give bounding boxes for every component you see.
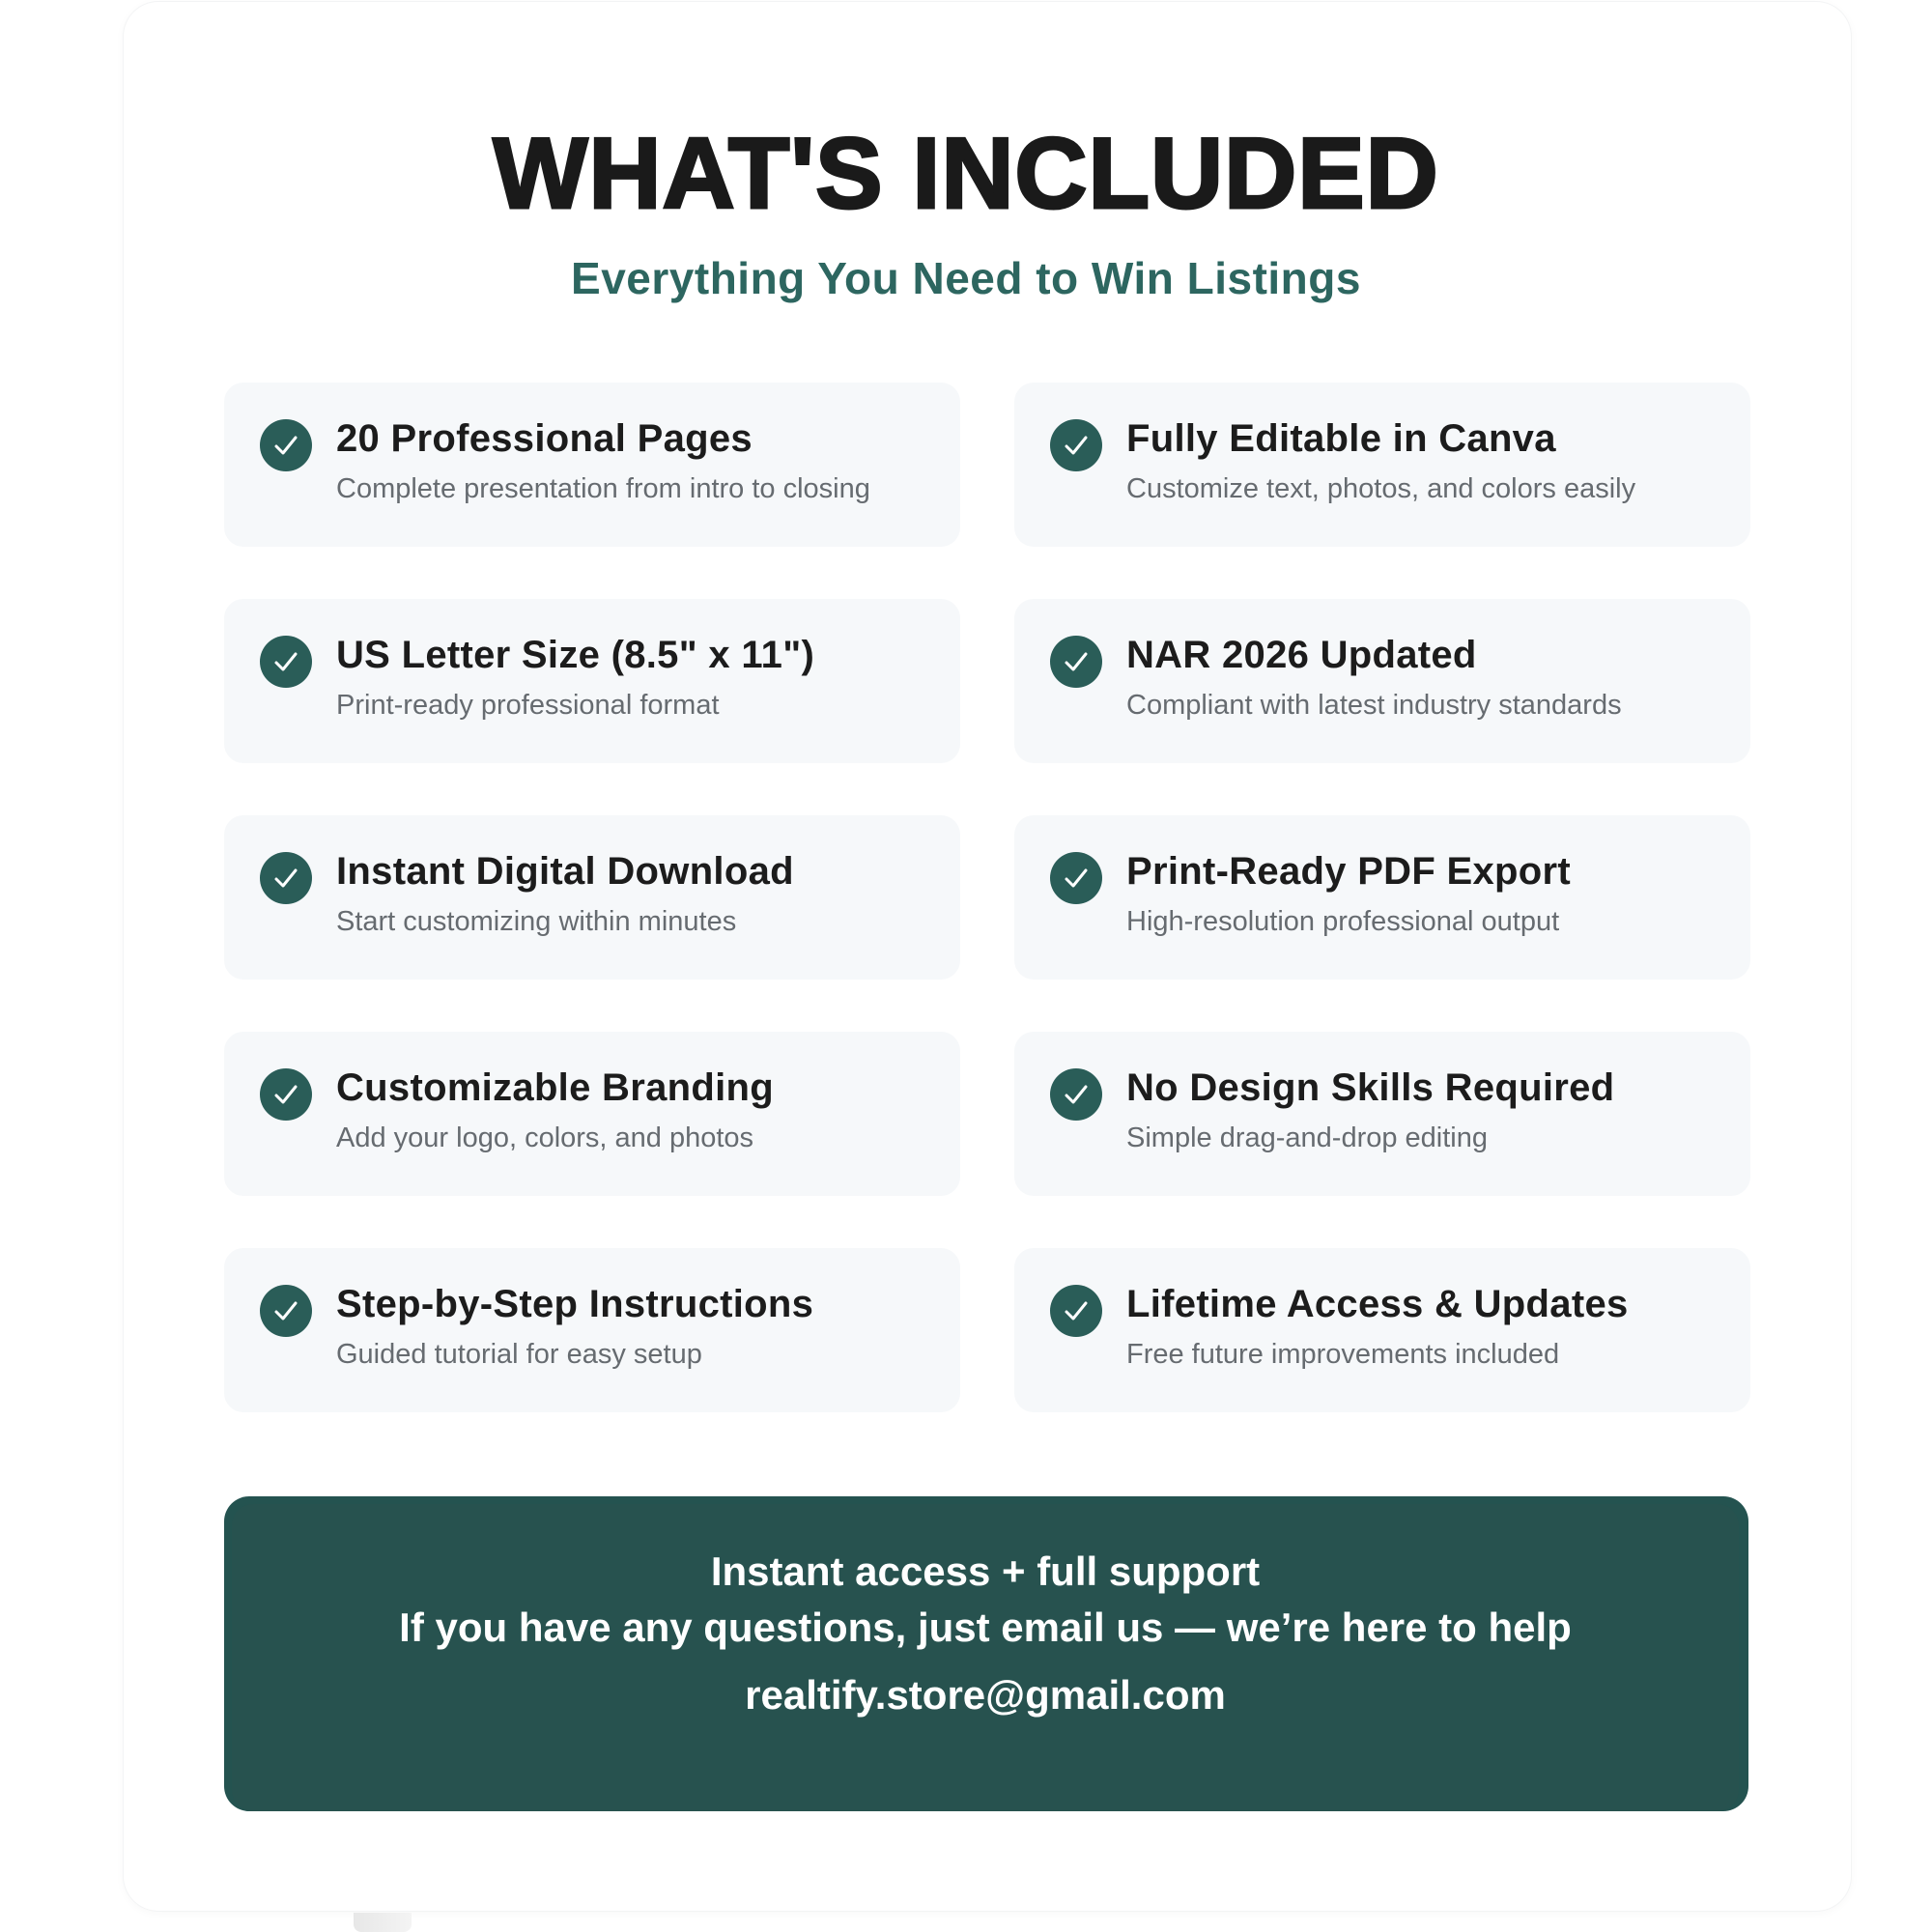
feature-description: Complete presentation from intro to closing	[336, 473, 870, 504]
feature-title: 20 Professional Pages	[336, 417, 753, 460]
support-email-link[interactable]: realtify.store@gmail.com	[745, 1672, 1226, 1718]
feature-item	[224, 815, 960, 980]
feature-description: High-resolution professional output	[1126, 906, 1560, 937]
check-circle-icon	[1050, 852, 1102, 904]
check-circle-icon	[260, 852, 312, 904]
feature-title: Step-by-Step Instructions	[336, 1283, 814, 1325]
check-circle-icon	[1050, 636, 1102, 688]
page-title: WHAT'S INCLUDED	[493, 118, 1439, 230]
feature-item	[1014, 815, 1750, 980]
feature-description: Guided tutorial for easy setup	[336, 1339, 702, 1370]
check-circle-icon	[260, 419, 312, 471]
feature-title: Fully Editable in Canva	[1126, 417, 1556, 460]
feature-title: US Letter Size (8.5" x 11")	[336, 634, 815, 676]
feature-title: Lifetime Access & Updates	[1126, 1283, 1629, 1325]
feature-title: No Design Skills Required	[1126, 1066, 1615, 1109]
feature-item	[224, 1248, 960, 1412]
feature-description: Free future improvements included	[1126, 1339, 1560, 1370]
feature-title: Print-Ready PDF Export	[1126, 850, 1571, 893]
feature-description: Customize text, photos, and colors easily	[1126, 473, 1636, 504]
feature-description: Start customizing within minutes	[336, 906, 737, 937]
support-headline: Instant access + full support	[710, 1548, 1261, 1594]
check-circle-icon	[1050, 1068, 1102, 1121]
card-stand	[354, 1913, 412, 1932]
feature-item	[1014, 1248, 1750, 1412]
feature-description: Print-ready professional format	[336, 690, 720, 721]
feature-title: Customizable Branding	[336, 1066, 774, 1109]
features-grid	[224, 383, 1750, 1412]
page-subtitle: Everything You Need to Win Listings	[571, 253, 1361, 303]
check-circle-icon	[1050, 419, 1102, 471]
check-circle-icon	[260, 636, 312, 688]
check-circle-icon	[260, 1285, 312, 1337]
feature-item	[224, 1032, 960, 1196]
feature-item	[224, 383, 960, 547]
feature-item	[1014, 383, 1750, 547]
support-message: If you have any questions, just email us — we’re here to help	[399, 1605, 1572, 1650]
feature-description: Add your logo, colors, and photos	[336, 1122, 754, 1153]
feature-item	[1014, 599, 1750, 763]
check-circle-icon	[260, 1068, 312, 1121]
feature-title: NAR 2026 Updated	[1126, 634, 1477, 676]
feature-item	[1014, 1032, 1750, 1196]
support-banner-inner	[232, 1504, 1739, 1811]
feature-title: Instant Digital Download	[336, 850, 794, 893]
support-banner	[224, 1496, 1748, 1811]
check-circle-icon	[1050, 1285, 1102, 1337]
feature-description: Simple drag-and-drop editing	[1126, 1122, 1488, 1153]
feature-item	[224, 599, 960, 763]
feature-description: Compliant with latest industry standards	[1126, 690, 1622, 721]
